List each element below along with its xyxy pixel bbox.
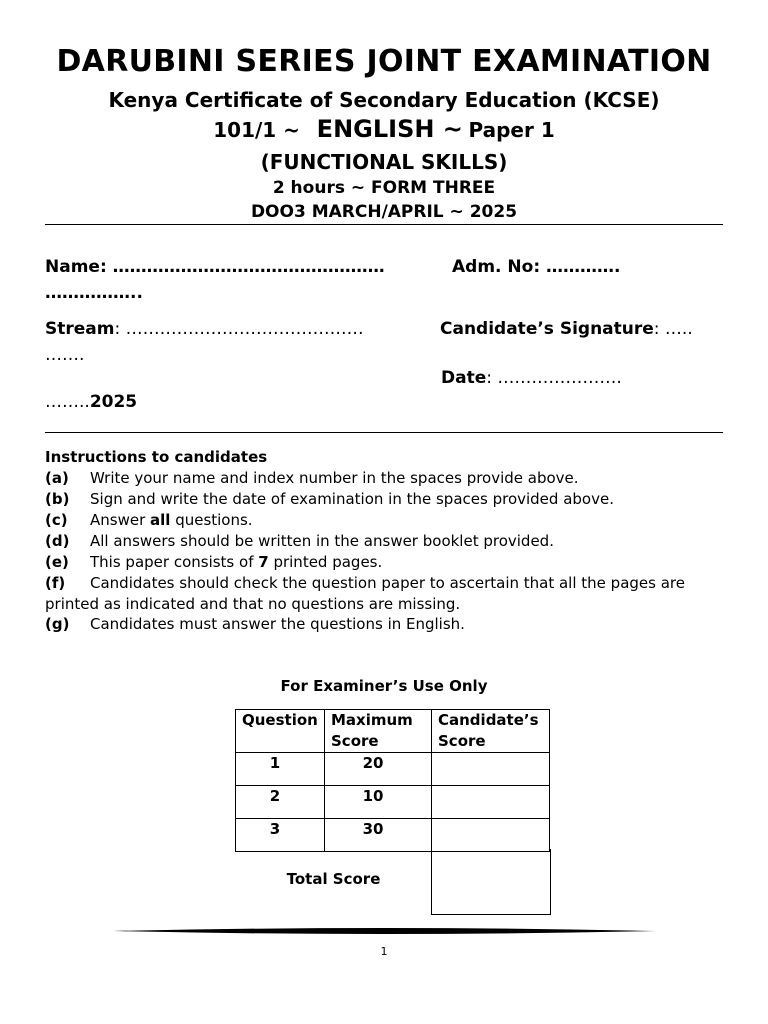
instruction-text-before: Answer [90,511,151,529]
date-field[interactable] [441,368,622,388]
exam-series: DOO3 MARCH/APRIL ~ 2025 [250,202,518,222]
page-number: 1 [380,945,388,958]
instruction-text-after: printed pages. [268,553,383,571]
instruction-emphasis: all [150,511,171,529]
instruction-item [45,614,723,635]
footer-ornament-rule [113,924,655,938]
instruction-text: Candidates must answer the questions in English. [90,615,465,633]
header-candidate-score: Candidate’s Score [432,710,550,753]
header-divider [45,224,723,225]
date-continuation [45,392,137,412]
table-row [236,753,550,786]
instruction-emphasis: 7 [258,553,269,571]
candidate-score-cell[interactable] [432,753,550,786]
paper-skills: (FUNCTIONAL SKILLS) [260,150,508,174]
date-dots-continuation: …….. [45,392,90,412]
stream-label: Stream [45,319,115,339]
candidate-score-cell[interactable] [432,786,550,819]
instruction-text-before: This paper consists of [90,553,259,571]
name-dots-continuation: …………….. [45,283,143,303]
instructions-title: Instructions to candidates [45,448,268,466]
exam-duration: 2 hours ~ FORM THREE [272,178,496,198]
signature-label: Candidate’s Signature [440,319,654,339]
instruction-item [45,573,723,594]
max-score: 30 [325,819,432,852]
total-score-box[interactable] [431,849,551,915]
adm-no-label: Adm. No: [452,257,541,277]
stream-dots: : …………………………………… [114,319,364,339]
signature-dots: : ….. [653,319,693,339]
date-dots: : …………………. [486,368,622,388]
signature-dots-continuation: ……. [45,345,85,365]
details-divider [45,432,723,433]
instruction-label: (c) [45,511,68,529]
instruction-item [45,510,723,531]
stream-field[interactable] [45,319,364,339]
table-header-row [236,710,550,753]
instruction-continuation: printed as indicated and that no questions are missing. [45,595,461,613]
name-dots: ………………………………………… [106,257,385,277]
paper-code: 101/1 ~ [213,118,300,142]
name-label: Name: [45,257,107,277]
date-year: 2025 [89,392,138,412]
signature-field[interactable] [440,319,693,339]
examiner-caption: For Examiner’s Use Only [280,677,488,695]
instruction-text-after: questions. [170,511,253,529]
instruction-item [45,468,723,489]
max-score: 20 [325,753,432,786]
header-max-score: Maximum Score [325,710,432,753]
instruction-label: (b) [45,490,70,508]
date-label: Date [441,368,487,388]
total-score-label: Total Score [286,870,381,888]
question-number: 3 [236,819,325,852]
instruction-label: (d) [45,532,70,550]
instruction-label: (e) [45,553,69,571]
subject: ENGLISH ~ [316,115,463,143]
question-number: 1 [236,753,325,786]
paper-line [0,115,768,143]
paper-number: Paper 1 [468,118,555,142]
table-row [236,786,550,819]
instruction-item [45,531,723,552]
exam-title: DARUBINI SERIES JOINT EXAMINATION [56,44,712,79]
table-row [236,819,550,852]
instruction-text: Candidates should check the question paper to ascertain that all the pages are [90,574,685,592]
instruction-text: Write your name and index number in the spaces provide above. [90,469,579,487]
candidate-score-cell[interactable] [432,819,550,852]
score-table [235,709,550,852]
adm-no-dots: …………. [540,257,621,277]
exam-subtitle: Kenya Certificate of Secondary Education (KCSE) [108,88,660,112]
question-number: 2 [236,786,325,819]
instruction-item [45,489,723,510]
instruction-label: (g) [45,615,70,633]
instruction-item [45,552,723,573]
instruction-text: Sign and write the date of examination in the spaces provided above. [90,490,614,508]
instruction-label: (a) [45,469,69,487]
header-question: Question [236,710,325,753]
max-score: 10 [325,786,432,819]
instruction-text: All answers should be written in the answer booklet provided. [90,532,554,550]
name-field[interactable] [45,257,385,277]
adm-no-field[interactable] [452,257,621,277]
instruction-label: (f) [45,574,66,592]
